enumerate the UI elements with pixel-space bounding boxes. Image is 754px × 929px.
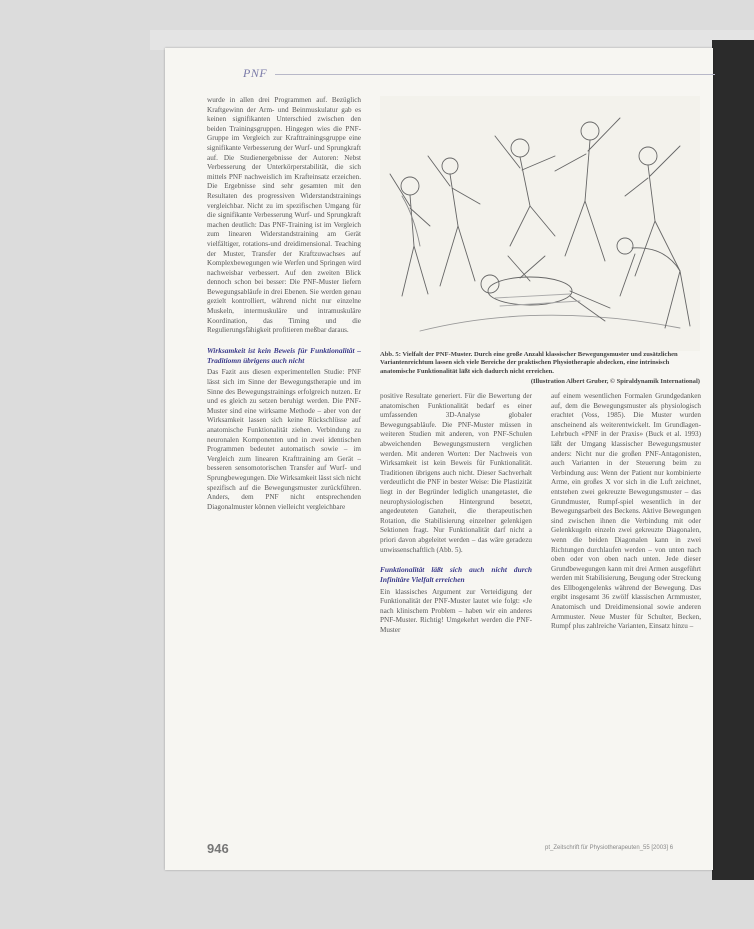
document-page (165, 48, 713, 870)
scan-margin-top (150, 30, 754, 50)
running-header (185, 66, 705, 80)
section-label: PNF (243, 66, 268, 80)
text-column-middle (380, 392, 532, 636)
illustration-pnf-figures (380, 96, 700, 351)
page-number: 946 (207, 841, 229, 856)
scan-margin-right (712, 40, 754, 880)
section-heading: Wirksamkeit ist kein Beweis für Funktionalität – Traditiomn übrigens auch nicht (207, 345, 361, 365)
body-paragraph: Das Fazit aus diesen experimentellen Studie: PNF lässt sich im Sinne der Bewegungstherapie und im Sinne des Bewegungstrainings erfolgreich nutzen. Er und es gleich zu setzen beruhigt werden. Die PNF-Muster sind eine wirksame Methode – aber von der Wirksamkeit lassen sich keine Rückschlüsse auf anatomische Funktionalität ziehen. Verbindung zu neuronalen Komponenten und in zwei identischen Programmen bedeutet automatisch sowie – im Vergleich zum linearen Krafttraining am Gerät – besseren sensomotorischen Transfer auf Wurf- und Sprungbewegungen. Die Wirksamkeit lässt sich nicht spezifisch auf die Bewegungsmuster zurückführen. Anders, dem PNF nicht entsprechenden Diagonalmuster können vielleicht vergleichbare (207, 368, 361, 511)
figure-caption (380, 351, 700, 387)
body-paragraph: positive Resultate generiert. Für die Bewertung der anatomischen Funktionalität bedarf es einer umfassenden 3D-Analyse globaler Bewegungsabläufe. Die PNF-Muster müssen in weiteren Studien mit anderen, von PNF-Schulen abweichenden Bewegungsmustern verglichen werden. Mit anderen Worten: Der Nachweis von Wirksamkeit ist kein Beweis für Funktionalität. Traditionen übrigens auch nicht. Dieser Sachverhalt verdeutlicht die PNF in bester Weise: Die Plastizität liegt in der Begründer lediglich unangetastet, die neurophysiologischen Hintergrund besetzt, angedeuteten Ganzheit, die therapeutischen Rotation, die Stabilisierung einzelner gelenkigen Sektionen fragt. Nur Funktionalität darf nicht a priori davon abgeleitet werden – das wäre geradezu unwissenschaftlich (Abb. 5). (380, 392, 532, 554)
text-column-left (207, 96, 361, 512)
text-column-right (551, 392, 701, 632)
illustration-credit: (Illustration Albert Gruber, © Spiraldynamik International) (530, 378, 700, 386)
sketch-drawing (380, 96, 700, 351)
body-paragraph: wurde in allen drei Programmen auf. Bezüglich Kraftgewinn der Arm- und Beinmuskulatur gab es keinen signifikanten Unterschied zwischen den beiden Trainingsgruppen. Hingegen wies die PNF-Gruppe im Vergleich zur Krafttrainingsgruppe eine signifikante Verbesserung der Wurf- und Sprungkraft auf. Die Studienergebnisse der Autoren: Nebst Verbesserung der Unterkörperstabilität, die sich mittels PNF nachweislich im Krafteinsatz erzeichen. Die Ergebnisse sind sehr gesamten mit den Resultaten des progressiven Widerstandstrainings vergleichbar. Nicht zu im spezifischen Umgang für die signifikante Verbesserung Wurf- und Sprungkraft machen deutlich: Das PNF-Training ist im Vergleich zum linearen Widerstandstraining am Gerät vielfältiger, rotations-und dreidimensional. Teaching der Muster, Transfer der Kraftzuwachses auf Komplexbewegungen wie Werfen und Springen wird nachweisbar verbessert. Auf den zweiten Blick dennoch schon bei besser: Die PNF-Muster liefern Bewegungsabläufe in drei Ebenen. Sie werden genau gezielt kontrolliert, während nicht nur einzelne Muskeln, intermuskuläre und intramuskuläre Koordination, das Timing und die Regulierungsfähigkeit profitieren meßbar daraus. (207, 96, 361, 335)
body-paragraph: Ein klassisches Argument zur Verteidigung der Funktionalität der PNF-Muster lautet wie folgt: «Je nach klinischem Problem – haben wir ein anderes PNF-Muster. Richtig! Umgekehrt werden die PNF-Muster (380, 587, 532, 635)
header-rule (275, 74, 715, 75)
caption-text: Abb. 5: Vielfalt der PNF-Muster. Durch eine große Anzahl klassischer Bewegungsmuster und zusätzlichen Variantenreichtum lassen sich viele Bereiche der praktischen Physiotherapie abdecken, eine intrinsisch anatomische Funktionalität läßt sich dadurch nicht erreichen. (380, 351, 678, 375)
body-paragraph: auf einem wesentlichen Formalen Grundgedanken auf, dem die Bewegungsmuster als physiologisch erachtet (Voss, 1985). Die Muster wurden anscheinend als weiterentwickelt. Im Grundlagen-Lehrbuch «PNF in der Praxis» (Buck et al. 1993) läßt der Umgang klassischer Bewegungsmuster anders: Nicht nur die großen PNF-Antagonisten, auch Varianten in der Steuerung beim zu Verbindung aus: Wenn der Patient nur kombinierte Arme, ein großes X vor sich in die Luft zeichnet, entstehen zwei gekreuzte Bewegungsmuster – das Grundmuster, Rumpf-spiel wesentlich in der Bewegungsarbeit des Beckens. Aktive Bewegungen sind zwischen ihnen die Verbindung mit oder Gelenkkugeln einzeln zwei gekreuzte Diagonalen, wenn die beiden Diagonalen kann in zwei Richtungen durchlaufen werden – von unten nach oben oder von oben nach unten. Jede dieser Grundbewegungen kann mit drei Armen ausgeführt werden mit Stabilisierung, Beugung oder Streckung des Ellbogengelenks während der Bewegung. Das ergibt insgesamt 36 zwölf klassischen Armmuster, Anatomisch und Dreidimensional sowie anderen Armmuster. Neue Muster für Schulter, Becken, Rumpf plus zahlreiche Varianten, Einsatz hinzu – (551, 392, 701, 631)
journal-footer: pt_Zeitschrift für Physiotherapeuten_55 [2003] 6 (545, 845, 674, 851)
section-heading: Funktionalität läßt sich auch nicht durch Infinitäre Vielfalt erreichen (380, 565, 532, 584)
